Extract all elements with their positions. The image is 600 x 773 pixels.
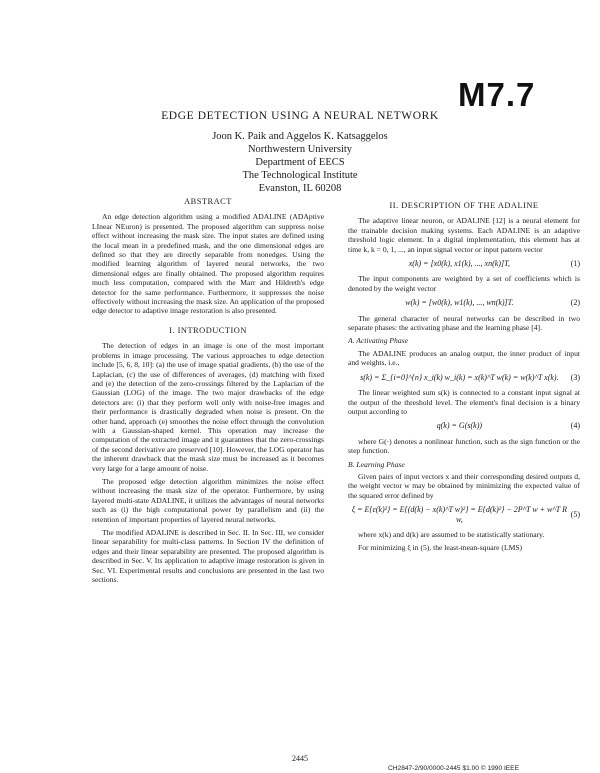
- equation-5-expression: ξ = E{ε(k)²} = E{(d(k) − x(k)^T w)²} = E{d(k)²} − 2P^T w + w^T R w,: [351, 505, 567, 524]
- affiliation-address: Evanston, IL 60208: [258, 183, 342, 194]
- equation-4: [348, 421, 580, 430]
- subsection-activating-heading: A. Activating Phase: [348, 336, 408, 346]
- adaline-paragraph: The ADALINE produces an analog output, the inner product of input and weights, i.e.,: [348, 348, 580, 368]
- equation-4-number: (4): [570, 421, 580, 431]
- adaline-paragraph: The linear weighted sum s(k) is connected to a constant input signal at the output of the threshold level. The element's final decision is a binary output according to: [348, 388, 580, 416]
- author-names: Joon K. Paik and Aggelos K. Katsaggelos: [212, 131, 388, 142]
- equation-3: [348, 373, 580, 382]
- equation-1-expression: x(k) = [x0(k), x1(k), ..., xn(k)]T,: [408, 259, 510, 269]
- adaline-paragraph: where x(k) and d(k) are assumed to be statistically stationary.: [358, 529, 545, 539]
- introduction-heading: I. INTRODUCTION: [169, 325, 247, 335]
- equation-3-number: (3): [570, 372, 580, 382]
- intro-paragraph: The detection of edges in an image is one of the most important problems in image processing. The various approaches to edge detection include [5, 6, 8, 10]: (a) the use of image spatial gradients, (b) the use of the Laplacian, (c) the use of differences of averages, (d) matching with fixed and (e) the detection of the zero-crossings filtered by the Laplacian of the Gaussian (LOG) of the image. The two major drawbacks of the edge detectors are: (i) that they perform well only with noise-free images and their performance is drastically degraded when noise is present. On the other hand, approach (e) smoothes the noise effect through the convolution with a Gaussian-shaped kernel. This operation may increase the computation of the extracted image and it guarantees that the zero-crossings of the second derivative are preserved [10]. However, the LOG operator has the inherent drawback that the mask size must be increased as it becomes very large for a large amount of noise.: [92, 341, 324, 473]
- equation-5-number: (5): [570, 509, 580, 519]
- abstract-text: An edge detection algorithm using a modified ADALINE (ADAptive LInear NEuron) is presented. The proposed algorithm can suppress noise effect without increasing the mask size. The input states are defined using the local mean in a predefined mask, and the one dimensional edges are defined so that they are directly separable from nonedges. Using the modified learning algorithm of layered neural networks, the two dimensional edges are finally obtained. The proposed algorithm requires much less computation, compared with the Marr and Hildreth's edge detector for the same performance. Furthermore, it suppresses the noise effectively without increasing the mask size. An application of the proposed edge detector to adaptive image restoration is also presented.: [92, 212, 324, 316]
- author-block: [0, 130, 600, 195]
- equation-1: [348, 259, 580, 268]
- adaline-paragraph: For minimizing ξ in (5), the least-mean-square (LMS): [358, 543, 523, 553]
- adaline-paragraph: The adaptive linear neuron, or ADALINE [12] is a neural element for the trainable decision making systems. Each ADALINE is an adaptive threshold logic element. In a digital implementation, this element has at time k, k = 0, 1, ..., an input signal vector or input pattern vector: [348, 216, 580, 254]
- adaline-paragraph: Given pairs of input vectors x and their corresponding desired outputs d, the weight vector w may be obtained by minimizing the expected value of the squared error defined by: [348, 471, 580, 500]
- paper-title: EDGE DETECTION USING A NEURAL NETWORK: [161, 110, 439, 122]
- intro-paragraph: The proposed edge detection algorithm minimizes the noise effect without increasing the mask size of the operator. Furthermore, by using layered multi-state ADALINE, it utilizes the advantages of neural networks such as (i) the high computational power by parallelism and (ii) the retention of important properties of layered neural networks.: [92, 476, 324, 524]
- affiliation-institute: The Technological Institute: [242, 170, 358, 181]
- affiliation-department: Department of EECS: [255, 157, 345, 168]
- intro-paragraph: The modified ADALINE is described in Sec. II. In Sec. III, we consider linear separability for multi-class patterns. In Section IV the definition of edges and their linear separability are presented. The proposed algorithm is described in Sec. V. Its application to adaptive image restoration is given in Sec. VI. Experimental results and conclusions are presented in the last two sections.: [92, 528, 324, 585]
- subsection-learning-heading: B. Learning Phase: [348, 459, 405, 469]
- equation-3-expression: s(k) = Σ_{i=0}^{n} x_i(k) w_i(k) = x(k)^T w(k) = w(k)^T x(k).: [360, 372, 559, 382]
- paper-tag: M7.7: [458, 76, 536, 113]
- equation-2: [348, 298, 580, 307]
- right-column: [348, 197, 580, 557]
- equation-4-expression: q(k) = G(s(k)): [436, 421, 483, 431]
- abstract-heading: ABSTRACT: [184, 197, 232, 206]
- equation-1-number: (1): [570, 259, 580, 269]
- affiliation-university: Northwestern University: [247, 144, 353, 155]
- adaline-paragraph: The general character of neural networks can be described in two separate phases: the activating phase and the learning phase [4].: [348, 313, 580, 333]
- left-column: [92, 193, 324, 588]
- adaline-section-heading: II. DESCRIPTION OF THE ADALINE: [389, 201, 539, 210]
- adaline-paragraph: The input components are weighted by a set of coefficients which is denoted by the weight vector: [348, 274, 580, 293]
- adaline-paragraph: where G(·) denotes a nonlinear function, such as the sign function or the step function.: [348, 436, 580, 456]
- equation-2-number: (2): [570, 298, 580, 308]
- page-number: 2445: [292, 754, 308, 763]
- equation-5: [348, 505, 580, 524]
- equation-2-expression: w(k) = [w0(k), w1(k), ..., wn(k)]T.: [405, 298, 514, 308]
- copyright-footer: CH2847-2/90/0000-2445 $1.00 © 1990 IEEE: [388, 765, 519, 772]
